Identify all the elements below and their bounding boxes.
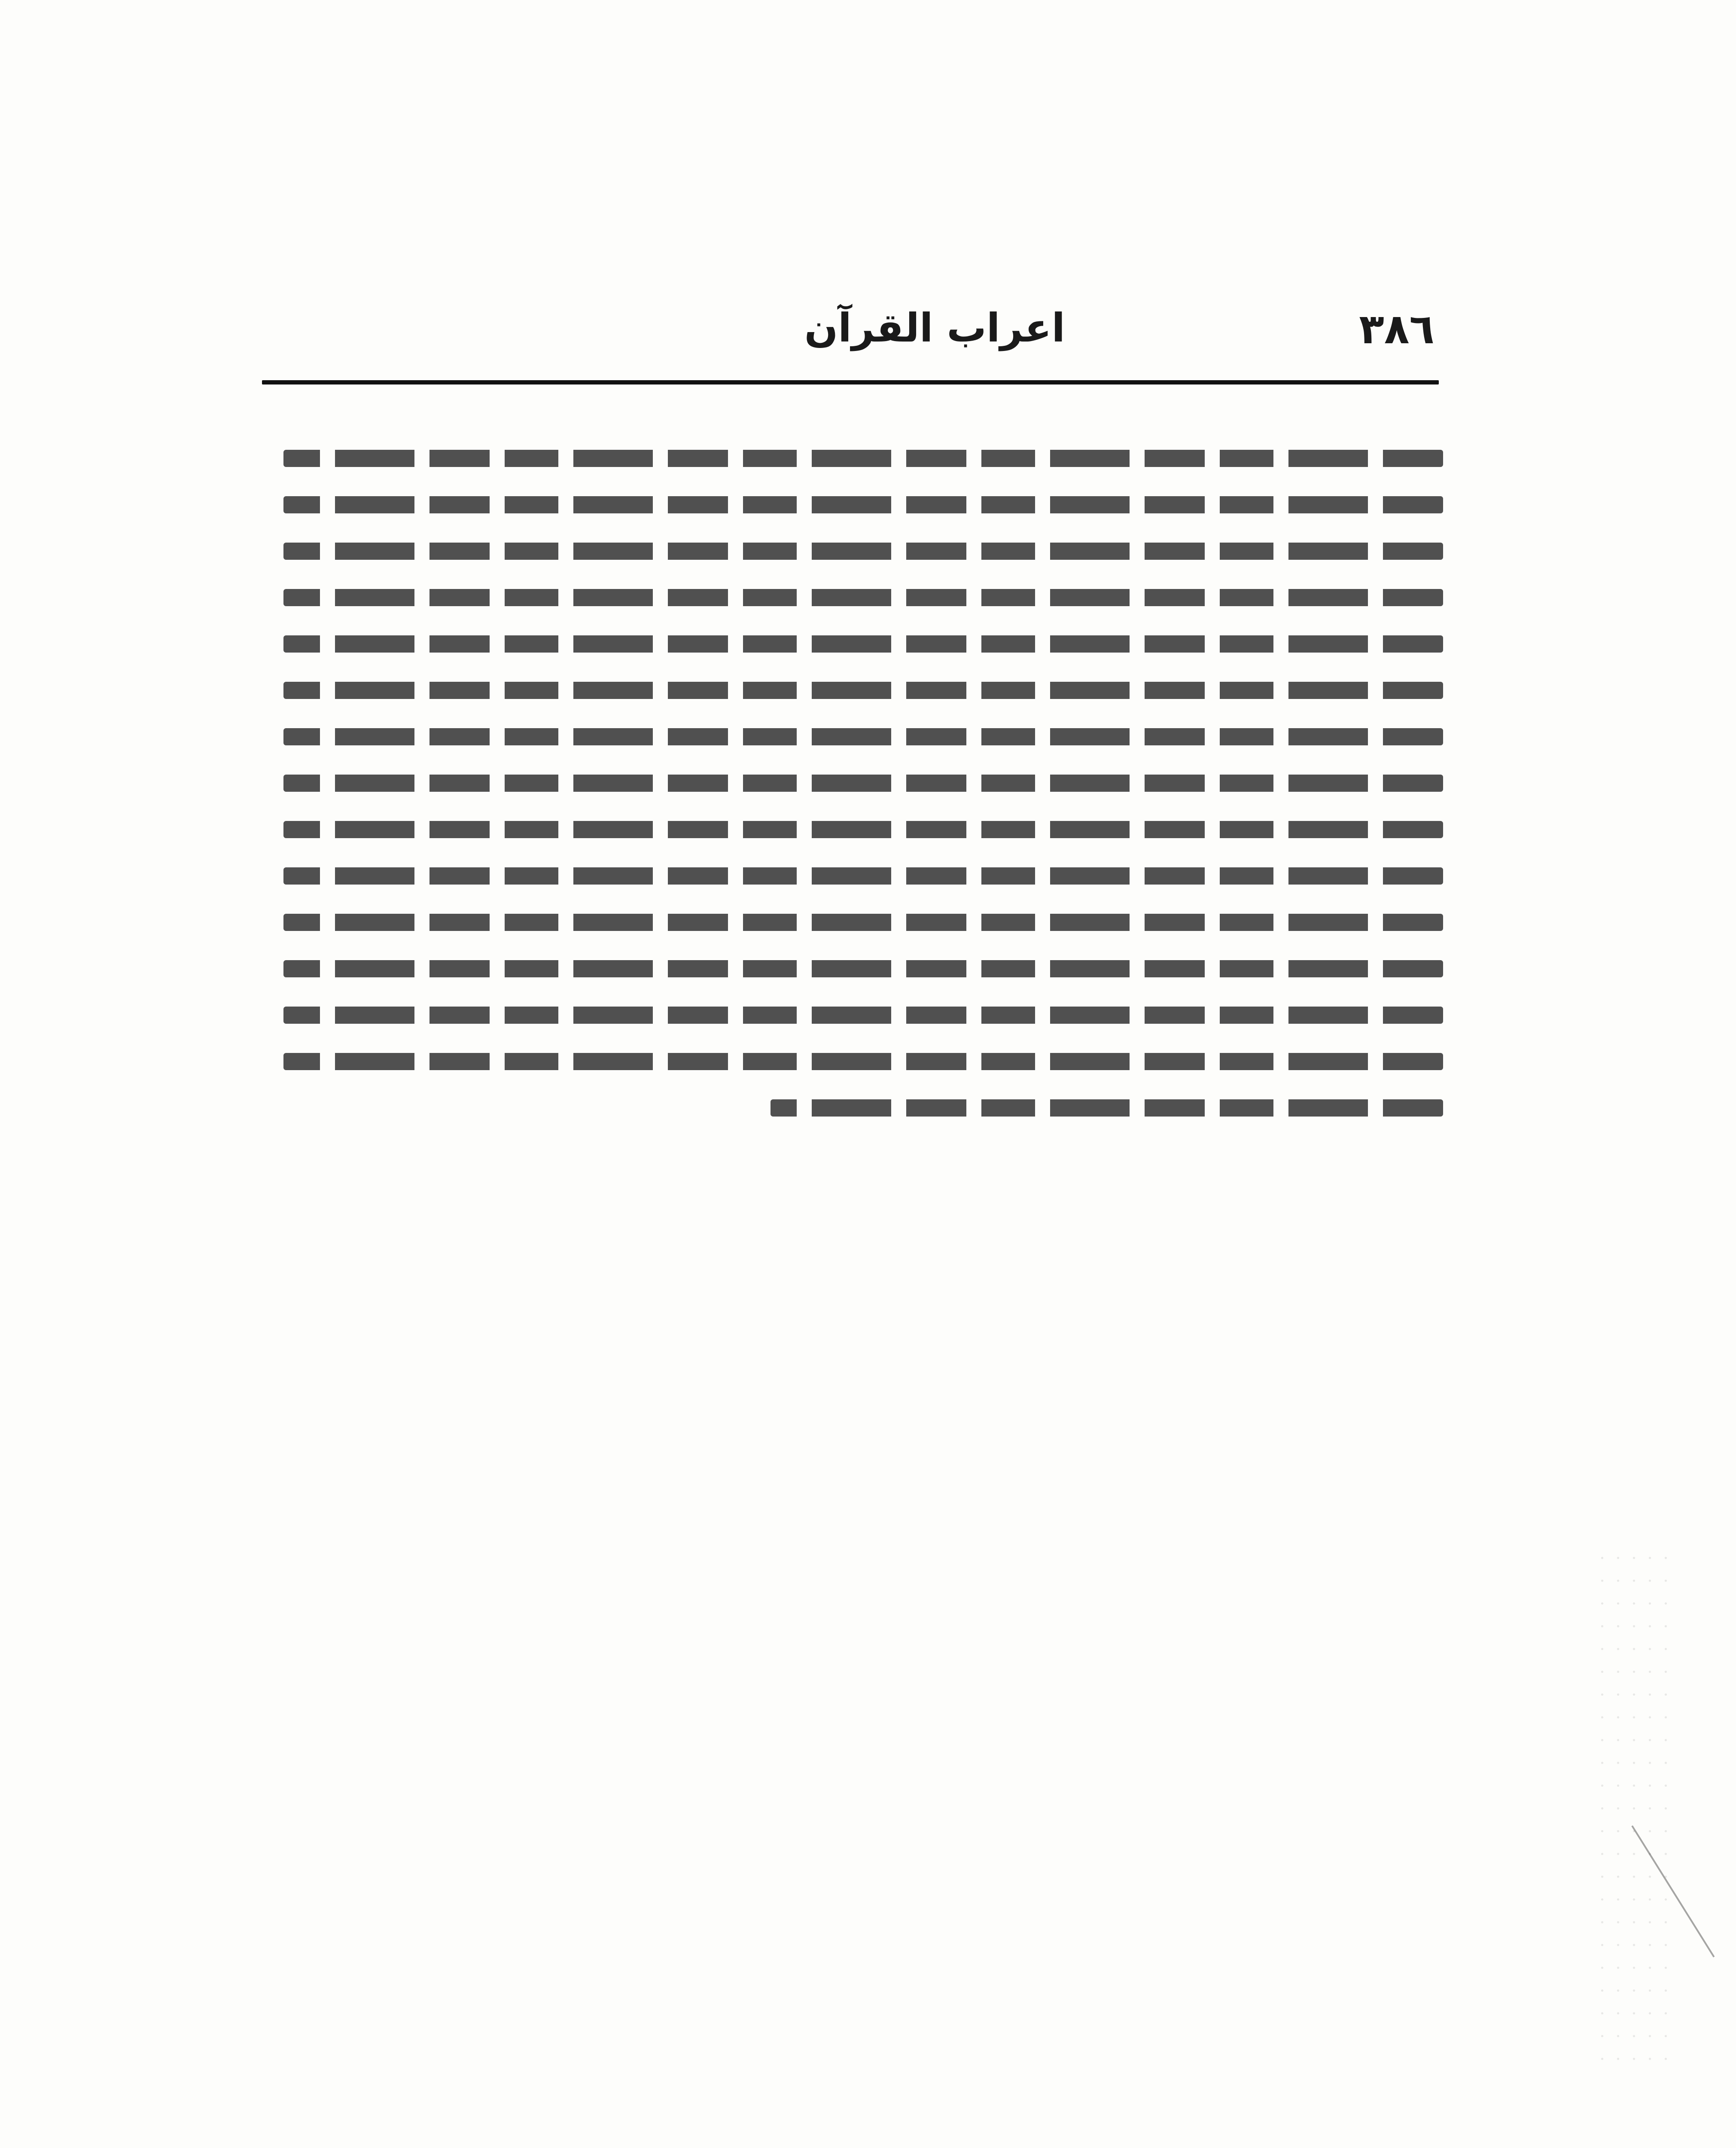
running-title: اعراب القرآن: [804, 305, 1065, 351]
text-line: [283, 1007, 1443, 1024]
text-line: [283, 543, 1443, 560]
page-number: ٣٨٦: [1359, 305, 1434, 353]
main-text: [283, 421, 1443, 1146]
text-line: [283, 821, 1443, 838]
text-line: [283, 914, 1443, 931]
text-line: [283, 728, 1443, 745]
page-header: [266, 296, 1434, 369]
text-line: [771, 1099, 1443, 1117]
scan-noise: [1594, 1547, 1680, 2062]
text-line: [283, 682, 1443, 699]
text-line: [283, 496, 1443, 513]
text-line: [283, 867, 1443, 885]
header-rule: [262, 380, 1439, 384]
text-line: [283, 635, 1443, 653]
text-line: [283, 775, 1443, 792]
text-line: [283, 960, 1443, 977]
text-line: [283, 589, 1443, 606]
text-line: [283, 450, 1443, 467]
text-line: [283, 1053, 1443, 1070]
